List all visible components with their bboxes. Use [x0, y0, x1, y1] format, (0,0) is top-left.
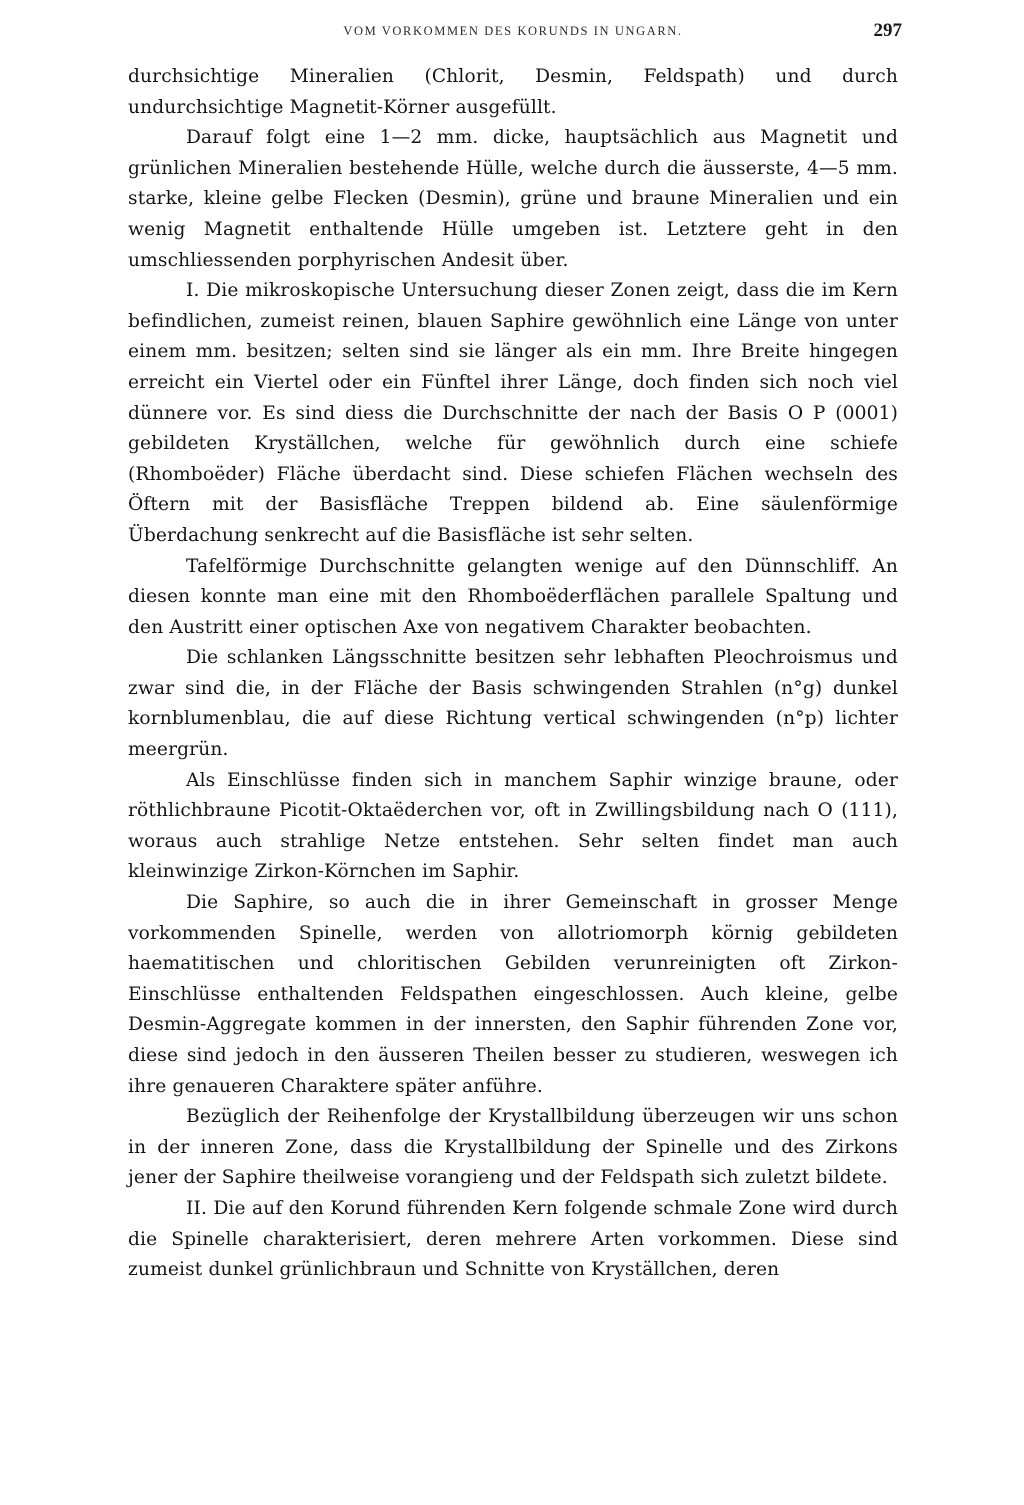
- paragraph: Bezüglich der Reihenfolge der Krystallbildung überzeugen wir uns schon in der inneren Zone, dass die Krystallbildung der Spinelle und des Zirkons jener der Saphire theilweise vorangieng und der Feldspath sich zuletzt bildete.: [128, 1106, 898, 1189]
- paragraph: Als Einschlüsse finden sich in manchem Saphir winzige braune, oder röthlichbraune Picotit-Oktaëderchen vor, oft in Zwillingsbildung nach O (111), woraus auch strahlige Netze entstehen. Sehr selten findet man auch kleinwinzige Zirkon-Körnchen im Saphir.: [128, 769, 898, 883]
- document-page: [128, 18, 902, 1286]
- running-header: [128, 18, 902, 52]
- paragraph-section-1: I. Die mikroskopische Untersuchung dieser Zonen zeigt, dass die im Kern befindlichen, zumeist reinen, blauen Saphire gewöhnlich eine Länge von unter einem mm. besitzen; selten sind sie länger als ein mm. Ihre Breite hingegen erreicht ein Viertel oder ein Fünftel ihrer Länge, doch finden sich noch viel dünnere vor. Es sind diess die Durchschnitte der nach der Basis O P (0001) gebildeten Kryställchen, welche für gewöhnlich durch eine schiefe (Rhomboëder) Fläche überdacht sind. Diese schiefen Flächen wechseln des Öftern mit der Basisfläche Treppen bildend ab. Eine säulenförmige Überdachung senkrecht auf die Basisfläche ist sehr selten.: [128, 280, 898, 546]
- paragraph-section-2: II. Die auf den Korund führenden Kern folgende schmale Zone wird durch die Spinelle charakterisiert, deren mehrere Arten vorkommen. Diese sind zumeist dunkel grünlichbraun und Schnitte von Kryställchen, deren: [128, 1197, 898, 1281]
- paragraph: Darauf folgt eine 1—2 mm. dicke, hauptsächlich aus Magnetit und grünlichen Mineralien bestehende Hülle, welche durch die äusserste, 4—5 mm. starke, kleine gelbe Flecken (Desmin), grüne und braune Mineralien und ein wenig Magnetit enthaltende Hülle umgeben ist. Letztere geht in den umschliessenden porphyrischen Andesit über.: [128, 127, 898, 271]
- running-title: VOM VORKOMMEN DES KORUNDS IN UNGARN.: [343, 24, 683, 38]
- page-number: 297: [873, 20, 902, 41]
- body-text: [128, 62, 898, 1286]
- paragraph-continuation: durchsichtige Mineralien (Chlorit, Desmin, Feldspath) und durch undurchsichtige Magnetit-Körner ausgefüllt.: [128, 66, 898, 118]
- paragraph: Die Saphire, so auch die in ihrer Gemeinschaft in grosser Menge vorkommenden Spinelle, werden von allotriomorph körnig gebildeten haematitischen und chloritischen Gebilden verunreinigten oft Zirkon-Einschlüsse enthaltenden Feldspathen eingeschlossen. Auch kleine, gelbe Desmin-Aggregate kommen in der innersten, den Saphir führenden Zone vor, diese sind jedoch in den äusseren Theilen besser zu studieren, weswegen ich ihre genaueren Charaktere später anführe.: [128, 892, 898, 1097]
- paragraph: Die schlanken Längsschnitte besitzen sehr lebhaften Pleochroismus und zwar sind die, in der Fläche der Basis schwingenden Strahlen (n°g) dunkel kornblumenblau, die auf diese Richtung vertical schwingenden (n°p) lichter meergrün.: [128, 647, 898, 761]
- paragraph: Tafelförmige Durchschnitte gelangten wenige auf den Dünnschliff. An diesen konnte man eine mit den Rhomboëderflächen parallele Spaltung und den Austritt einer optischen Axe von negativem Charakter beobachten.: [128, 555, 898, 638]
